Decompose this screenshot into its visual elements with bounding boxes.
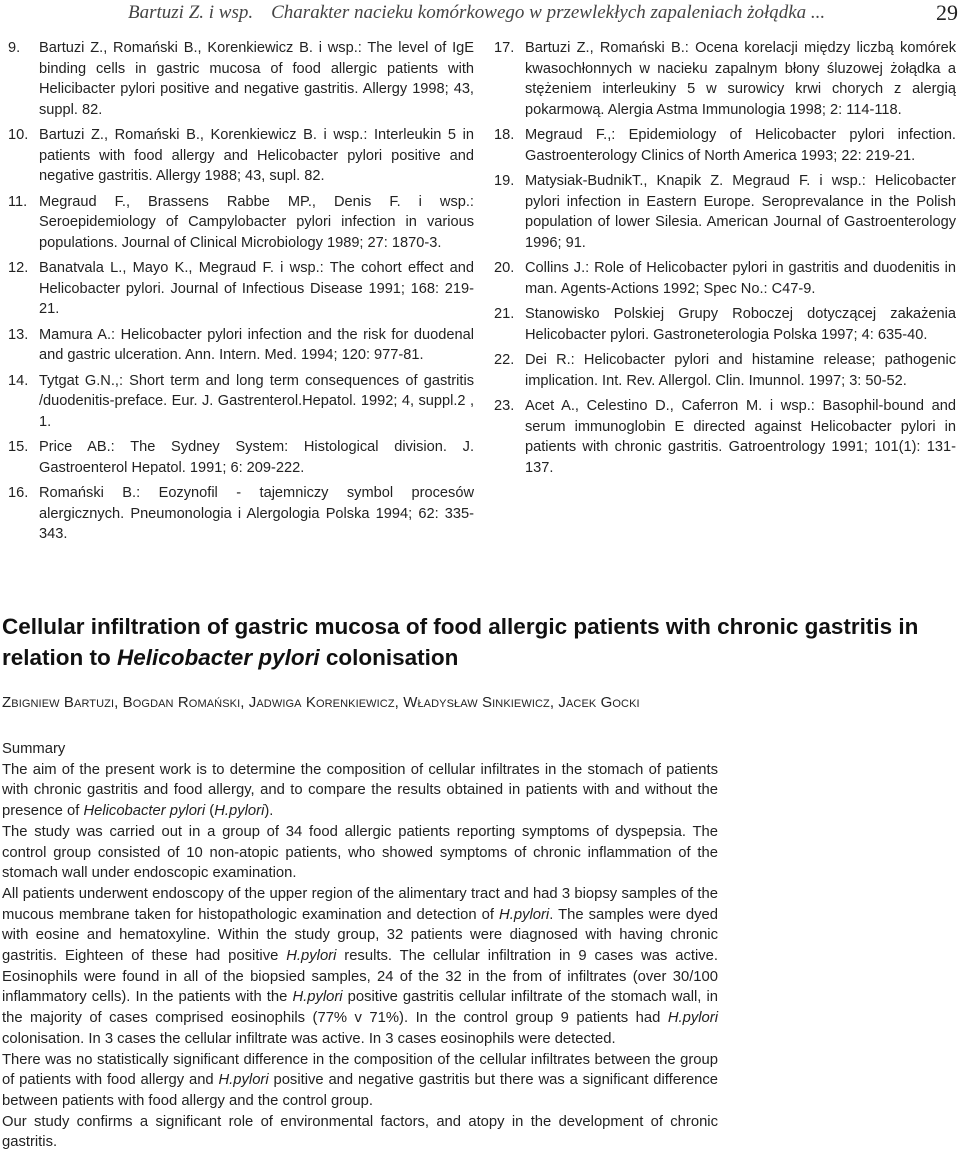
reference-number: 17. bbox=[494, 40, 515, 56]
reference-item bbox=[8, 483, 474, 545]
reference-number: 13. bbox=[8, 326, 29, 343]
reference-text: Matysiak-BudnikT., Knapik Z. Megraud F. i wsp.: Helicobacter pylori infection in Eastern Europe. Seroprevalance in the Polish population of lower Silesia. American Journal of Gastroenterology 1996; 91. bbox=[525, 173, 956, 251]
reference-item bbox=[494, 304, 956, 345]
running-header bbox=[0, 0, 960, 30]
summary-section bbox=[2, 739, 718, 1153]
reference-number: 15. bbox=[8, 439, 29, 455]
summary-text: There was no statistically significant difference in the composition of the cellular infiltrates between the group of patients with food allergy and bbox=[2, 1051, 718, 1089]
reference-number: 20. bbox=[494, 260, 515, 276]
summary-text: positive gastritis cellular infiltrate of the stomach wall, in the majority of cases comprised eosinophils (77% v 71%). In the control group 9 patients had bbox=[2, 989, 718, 1027]
reference-item bbox=[494, 125, 956, 166]
summary-italic: H.pylori bbox=[218, 1072, 269, 1089]
summary-text: ). bbox=[264, 803, 274, 820]
summary-text: results. The cellular infiltration in 9 cases was active. Eosinophils were found in all of the biopsied samples, 24 of the 32 in the from of infiltrates (over 30/100 inflammatory cells). In the patients with the bbox=[2, 948, 718, 1006]
summary-paragraph-methods bbox=[2, 884, 718, 1050]
article-title bbox=[2, 611, 952, 673]
reference-item bbox=[8, 38, 474, 120]
reference-item bbox=[8, 125, 474, 187]
reference-text: Megraud F., Brassens Rabbe MP., Denis F. i wsp.: Seroepidemiology of Campylobacter pylori infection in various populations. Journal of Clinical Microbiology 1989; 27: 1870-3. bbox=[39, 193, 474, 251]
reference-number: 22. bbox=[494, 352, 515, 368]
summary-heading: Summary bbox=[2, 741, 66, 757]
reference-number: 21. bbox=[494, 306, 515, 322]
reference-text: Tytgat G.N.,: Short term and long term consequences of gastritis /duodenitis-preface. Eur. J. Gastrenterol.Hepatol. 1992; 4, suppl.2 , 1. bbox=[39, 372, 474, 430]
summary-text: All patients underwent endoscopy of the upper region of the alimentary tract and had 3 biopsy samples of the mucous membrane taken for histopathologic examination and detection of bbox=[2, 885, 718, 923]
reference-item bbox=[8, 192, 474, 254]
summary-italic: H.pylori bbox=[286, 948, 337, 965]
reference-number: 10. bbox=[8, 127, 29, 143]
reference-text: Megraud F.,: Epidemiology of Helicobacter pylori infection. Gastroenterology Clinics of North America 1993; 22: 219-21. bbox=[525, 127, 956, 164]
summary-text: ( bbox=[205, 803, 215, 820]
reference-item bbox=[494, 258, 956, 299]
summary-paragraph-results bbox=[2, 1050, 718, 1112]
reference-text: Stanowisko Polskiej Grupy Roboczej dotyczącej zakażenia Helicobacter pylori. Gastroneterologia Polska 1997; 4: 635-40. bbox=[525, 306, 956, 343]
author-list: Zbigniew Bartuzi, Bogdan Romański, Jadwiga Korenkiewicz, Władysław Sinkiewicz, Jacek Gocki bbox=[2, 694, 640, 711]
reference-item bbox=[494, 38, 956, 120]
reference-number: 12. bbox=[8, 260, 29, 276]
summary-text: . The samples were dyed with eosine and hematoxyline. Within the study group, 32 patients were diagnosed with having chronic gastritis. Eighteen of these had positive bbox=[2, 906, 718, 965]
reference-number: 11. bbox=[8, 193, 28, 210]
article-title-part2: colonisation bbox=[319, 645, 459, 670]
reference-number: 19. bbox=[494, 173, 515, 189]
reference-item bbox=[8, 258, 474, 320]
summary-paragraph-aim bbox=[2, 760, 718, 822]
references-right-column bbox=[494, 38, 956, 483]
reference-text: Collins J.: Role of Helicobacter pylori in gastritis and duodenitis in man. Agents-Actions 1992; Spec No.: C47-9. bbox=[525, 260, 956, 297]
page-number: 29 bbox=[936, 0, 958, 25]
summary-italic: Helicobacter pylori bbox=[83, 803, 206, 820]
reference-number: 14. bbox=[8, 372, 29, 389]
reference-text: Price AB.: The Sydney System: Histological division. J. Gastroenterol Hepatol. 1991; 6: 209-222. bbox=[39, 439, 474, 476]
reference-text: Bartuzi Z., Romański B., Korenkiewicz B. i wsp.: Interleukin 5 in patients with food allergy and Helicobacter pylori positive and negative gastritis. Allergy 1988; 43, supl. 82. bbox=[39, 127, 474, 184]
reference-number: 23. bbox=[494, 398, 515, 414]
summary-text: positive and negative gastritis but there was a significant difference between patients with food allergy and the control group. bbox=[2, 1072, 718, 1109]
reference-item bbox=[494, 171, 956, 253]
reference-text: Romański B.: Eozynofil - tajemniczy symbol procesów alergicznych. Pneumonologia i Alergologia Polska 1994; 62: 335-343. bbox=[39, 485, 474, 542]
reference-text: Banatvala L., Mayo K., Megraud F. i wsp.: The cohort effect and Helicobacter pylori. Journal of Infectious Disease 1991; 168: 219-21. bbox=[39, 260, 474, 317]
summary-paragraph-conclusion: Our study confirms a significant role of environmental factors, and atopy in the development of chronic gastritis. bbox=[2, 1113, 718, 1151]
reference-item bbox=[494, 396, 956, 478]
reference-number: 16. bbox=[8, 485, 29, 501]
summary-italic: H.pylori bbox=[667, 1010, 718, 1027]
reference-item bbox=[8, 325, 474, 366]
article-title-part1: Cellular infiltration of gastric mucosa of food allergic patients with chronic gastritis in relation to bbox=[2, 614, 919, 670]
reference-text: Dei R.: Helicobacter pylori and histamine release; pathogenic implication. Int. Rev. Allergol. Clin. Imunnol. 1997; 3: 50-52. bbox=[525, 352, 956, 389]
reference-number: 18. bbox=[494, 127, 515, 143]
summary-italic: H.pylori bbox=[292, 989, 343, 1006]
reference-item bbox=[8, 371, 474, 433]
reference-item bbox=[494, 350, 956, 391]
reference-text: Acet A., Celestino D., Caferron M. i wsp.: Basophil-bound and serum immunoglobin E directed against Helicobacter pylori in patients with chronic gastritis. Gatroentrology 1991; 101(1): 131-137. bbox=[525, 398, 956, 476]
reference-text: Bartuzi Z., Romański B., Korenkiewicz B. i wsp.: The level of IgE binding cells in gastric mucosa of food allergic patients with Helicibacter pylori positive and negative gastritis. Allergy 1998; 43, suppl. 82. bbox=[39, 40, 474, 118]
summary-italic: H.pylori bbox=[499, 906, 550, 923]
reference-text: Mamura A.: Helicobacter pylori infection and the risk for duodenal and gastric ulceration. Ann. Intern. Med. 1994; 120: 977-81. bbox=[39, 326, 474, 363]
running-title bbox=[128, 2, 825, 24]
article-title-italic: Helicobacter pylori bbox=[117, 645, 320, 670]
summary-text: colonisation. In 3 cases the cellular infiltrate was active. In 3 cases eosinophils were detected. bbox=[2, 1030, 616, 1047]
running-authors: Bartuzi Z. i wsp. bbox=[128, 2, 254, 23]
summary-paragraph-study: The study was carried out in a group of 34 food allergic patients reporting symptoms of dyspepsia. The control group consisted of 10 non-atopic patients, who showed symptoms of chronic inflammation of the stomach wall under endoscopic examination. bbox=[2, 823, 718, 882]
running-article-title: Charakter nacieku komórkowego w przewlekłych zapaleniach żołądka ... bbox=[271, 2, 826, 23]
article-authors bbox=[2, 694, 952, 711]
reference-text: Bartuzi Z., Romański B.: Ocena korelacji między liczbą komórek kwasochłonnych w nacieku zapalnym błony śluzowej żołądka a stężeniem interleukiny 5 w surowicy krwi chorych z alergią pokarmową. Alergia Astma Immunologia 1998; 2: 114-118. bbox=[525, 40, 956, 118]
summary-italic: H.pylori bbox=[214, 803, 265, 820]
reference-number: 9. bbox=[8, 40, 21, 56]
references-left-column bbox=[8, 38, 474, 550]
summary-text: The aim of the present work is to determine the composition of cellular infiltrates in the stomach of patients with chronic gastritis and food allergy, and to compare the results obtained in patients with and without the presence of bbox=[2, 761, 718, 820]
reference-item bbox=[8, 437, 474, 478]
